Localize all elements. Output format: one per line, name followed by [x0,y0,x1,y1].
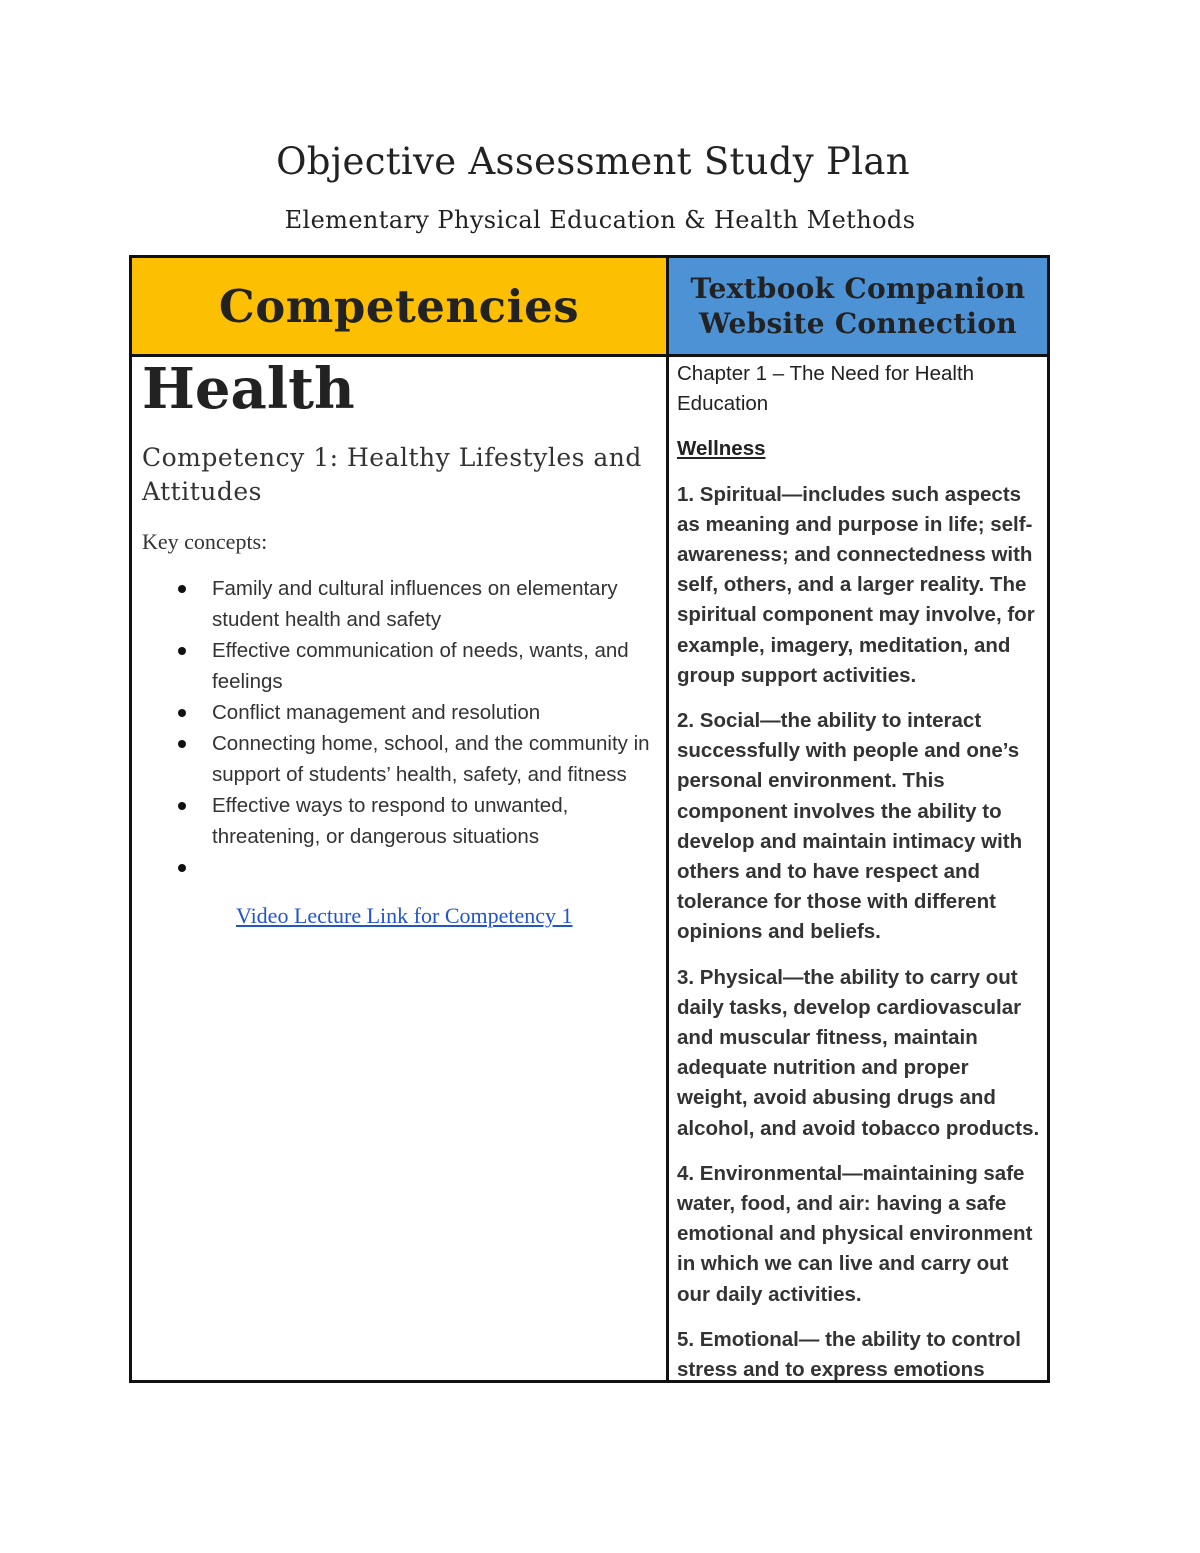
section-title-health: Health [142,356,355,422]
companion-cell [677,357,1042,1400]
document-subtitle: Elementary Physical Education & Health Methods [284,206,916,234]
list-item-text: Connecting home, school, and the community in support of students’ health, safety, and fitness [212,732,650,786]
key-concepts-list [142,573,660,883]
wellness-item-spiritual: 1. Spiritual—includes such aspects as meaning and purpose in life; self-awareness; and connectedness with self, others, and a larger reality. The spiritual component may involve, for example, imagery, meditation, and group support activities. [677,482,1035,687]
list-item-text: Family and cultural influences on elementary student health and safety [212,577,618,631]
list-item [142,635,660,697]
wellness-item-physical: 3. Physical—the ability to carry out daily tasks, develop cardiovascular and muscular fitness, maintain adequate nutrition and proper weight, avoid abusing drugs and alcohol, and avoid tobacco products. [677,965,1040,1140]
competencies-header-cell [132,258,666,354]
list-item-text: Conflict management and resolution [212,701,541,724]
bullet-icon [178,802,186,810]
bullet-icon [178,585,186,593]
wellness-heading: Wellness [677,437,766,461]
companion-header-label: Textbook Companion Website Connection [690,272,1026,340]
competency-title: Competency 1: Healthy Lifestyles and Attitudes [142,443,642,506]
bullet-icon [178,709,186,717]
list-item [142,697,660,728]
wellness-item-environmental: 4. Environmental—maintaining safe water, food, and air: having a safe emotional and physical environment in which we can live and carry out our daily activities. [677,1161,1033,1306]
study-plan-table [129,255,1050,1383]
list-item [142,790,660,852]
bullet-icon [178,864,186,872]
column-divider [666,258,669,1380]
wellness-item-emotional: 5. Emotional— the ability to control stress and to express emotions [677,1327,1021,1382]
video-lecture-link[interactable]: Video Lecture Link for Competency 1 [236,903,573,928]
list-item [142,573,660,635]
wellness-item-social: 2. Social—the ability to interact successfully with people and one’s personal environment. This component involves the ability to develop and maintain intimacy with others and to have respect and tolerance for those with different opinions and beliefs. [677,709,1023,944]
list-item-text: Effective ways to respond to unwanted, threatening, or dangerous situations [212,794,569,848]
competencies-header-label: Competencies [218,279,580,333]
document-title: Objective Assessment Study Plan [276,140,910,183]
bullet-icon [178,647,186,655]
list-item [142,728,660,790]
competencies-cell [142,357,660,929]
list-item-empty [142,852,660,883]
companion-header-cell [669,258,1047,354]
list-item-text: Effective communication of needs, wants, and feelings [212,639,629,693]
key-concepts-label: Key concepts: [142,529,268,554]
chapter-heading: Chapter 1 – The Need for Health Education [677,362,975,416]
bullet-icon [178,740,186,748]
